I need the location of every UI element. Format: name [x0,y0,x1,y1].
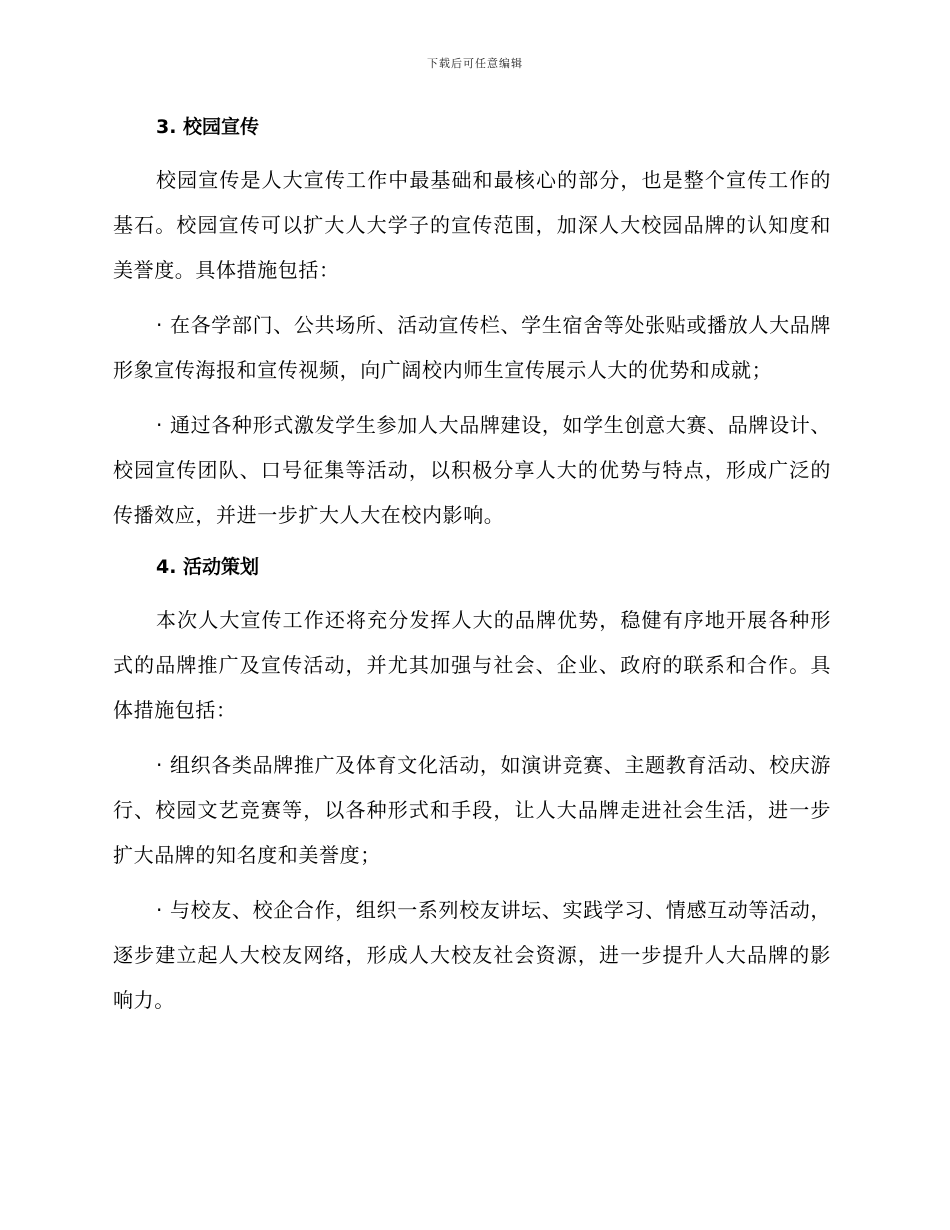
bullet-paragraph: · 组织各类品牌推广及体育文化活动，如演讲竞赛、主题教育活动、校庆游行、校园文艺竞赛等，以各种形式和手段，让人大品牌走进社会生活，进一步扩大品牌的知名度和美誉度； [113,753,831,867]
header-note: 下载后可任意编辑 [427,57,523,70]
section-heading-campus-publicity: 3. 校园宣传 [156,116,260,138]
section-heading-event-planning: 4. 活动策划 [156,556,260,578]
bullet-paragraph: · 通过各种形式激发学生参加人大品牌建设，如学生创意大赛、品牌设计、校园宣传团队、口号征集等活动，以积极分享人大的优势与特点，形成广泛的传播效应，并进一步扩大人大在校内影响。 [113,413,831,527]
bullet-paragraph: · 在各学部门、公共场所、活动宣传栏、学生宿舍等处张贴或播放人大品牌形象宣传海报和宣传视频，向广阔校内师生宣传展示人大的优势和成就； [113,313,831,382]
section-intro-paragraph: 本次人大宣传工作还将充分发挥人大的品牌优势，稳健有序地开展各种形式的品牌推广及宣传活动，并尤其加强与社会、企业、政府的联系和合作。具体措施包括： [113,608,831,722]
section-intro-paragraph: 校园宣传是人大宣传工作中最基础和最核心的部分，也是整个宣传工作的基石。校园宣传可以扩大人大学子的宣传范围，加深人大校园品牌的认知度和美誉度。具体措施包括： [113,168,831,282]
bullet-paragraph: · 与校友、校企合作，组织一系列校友讲坛、实践学习、情感互动等活动，逐步建立起人大校友网络，形成人大校友社会资源，进一步提升人大品牌的影响力。 [113,898,831,1012]
document-body [113,112,831,1023]
